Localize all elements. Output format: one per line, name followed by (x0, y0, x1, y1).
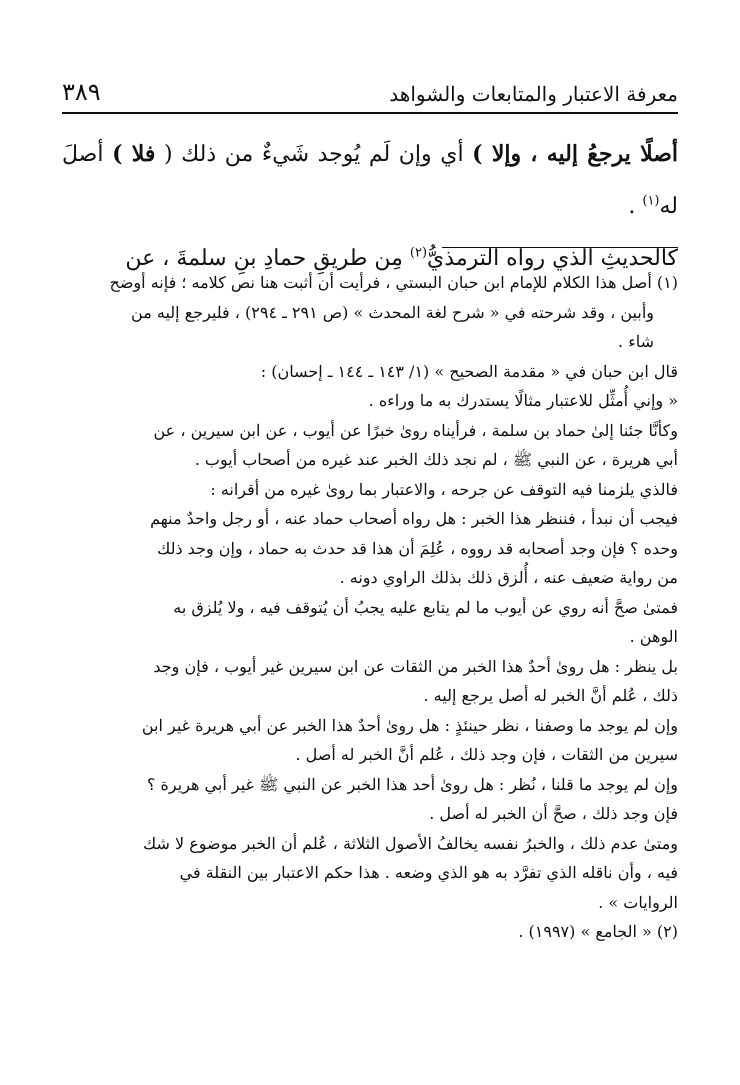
page-number: ٣٨٩ (62, 78, 101, 106)
footnote-line: أبي هريرة ، عن النبي ﷺ ، لم نجد ذلك الخبر عند غيره من أصحاب أيوب . (194, 450, 678, 469)
footnote-line: فإن وجد ذلك ، صحَّ أن الخبر له أصل . (429, 804, 678, 823)
footnote-line: ذلك ، عُلم أنَّ الخبر له أصل يرجع إليه . (423, 686, 678, 705)
running-title: معرفة الاعتبار والمتابعات والشواهد (389, 82, 678, 106)
footnote-line: ومتىٰ عدم ذلك ، والخبرُ نفسه يخالفُ الأصول الثلاثة ، عُلم أن الخبر موضوع لا شك (143, 833, 678, 853)
footnote-line: « وإني أُمثِّل للاعتبار مثالًا يستدرك به ما وراءه . (368, 391, 678, 410)
footnote-line: (١) أصل هذا الكلام للإمام ابن حبان البستي ، فرأيت أن أثبت هنا نص كلامه ؛ فإنه أوضح (109, 273, 678, 292)
footnote-2: (٢) « الجامع » (١٩٩٧) . (518, 922, 678, 941)
footnote-ref-2[interactable]: (٢) (409, 245, 428, 261)
footnote-line: وأبين ، وقد شرحته في « شرح لغة المحدث » (ص ٢٩١ ـ ٢٩٤) ، فليرجع إليه من (131, 302, 654, 322)
sentence-end: . (628, 194, 643, 219)
footnote-line: وحده ؟ فإن وجد أصحابه قد رووه ، عُلِمَ أن هذا قد حدث به حماد ، وإن وجد ذلك (157, 538, 678, 558)
footnote-line: قال ابن حبان في « مقدمة الصحيح » (١/ ١٤٣ ـ ١٤٤ ـ إحسان) : (260, 361, 678, 381)
footnote-line: من رواية ضعيف عنه ، أُلزق ذلك بذلك الراوي دونه . (339, 568, 678, 587)
footnote-line: شاء . (618, 332, 654, 351)
footnote-line: وإن لم يوجد ما قلنا ، نُظر : هل روىٰ أحد هذا الخبر عن النبي ﷺ غير أبي هريرة ؟ (146, 774, 678, 794)
hadith-intro: كالحديثِ الذي رواه الترمذيُّ (427, 246, 678, 271)
footnote-line: فمتىٰ صحَّ أنه روي عن أيوب ما لم يتابع عليه يجبُ أن يُتوقف فيه ، ولا يُلزق به (173, 597, 678, 617)
main-line-1 (62, 128, 678, 233)
footnote-separator (442, 247, 678, 248)
footnote-line: وكأنَّا جئنا إلىٰ حماد بن سلمة ، فرأيناه روىٰ خبرًا عن أيوب ، عن ابن سيرين ، عن (153, 420, 678, 440)
footnote-line: الوهن . (629, 627, 678, 646)
main-text (62, 128, 678, 285)
commentary-phrase-2: أصلَ له (62, 142, 678, 219)
page-header (62, 70, 678, 114)
footnote-ref-1[interactable]: (١) (642, 193, 660, 209)
footnote-line: وإن لم يوجد ما وصفنا ، نظر حينئذٍ : هل روىٰ أحدٌ هذا الخبر عن أبي هريرة غير ابن (141, 715, 678, 735)
matn-phrase-2: فلا ) (112, 141, 156, 167)
footnote-1 (62, 268, 678, 917)
footnote-line: فيجب أن نبدأ ، فننظر هذا الخبر : هل رواه أصحاب حماد عنه ، أو رجل واحدٌ منهم (150, 509, 678, 528)
commentary-phrase: أي وإن لَم يُوجد شَيءٌ من ذلك ( (163, 142, 464, 167)
footnote-line: فالذي يلزمنا فيه التوقف عن جرحه ، والاعتبار بما روىٰ غيره من أقرانه : (210, 479, 678, 499)
isnad-start: مِن طريقِ حمادِ بنِ سلمةَ ، عن (125, 246, 410, 271)
footnote-line: الروايات » . (598, 892, 678, 912)
matn-phrase: أصلًا يرجعُ إليه ، وإلا ) (472, 141, 678, 167)
footnotes (62, 268, 678, 947)
footnote-line: فيه ، وأن ناقله الذي تفرَّد به هو الذي وضعه . هذا حكم الاعتبار بين النقلة في (179, 863, 678, 882)
footnote-line: سيرين من الثقات ، فإن وجد ذلك ، عُلم أنَّ الخبر له أصل . (295, 745, 678, 764)
footnote-line: بل ينظر : هل روىٰ أحدٌ هذا الخبر من الثقات عن ابن سيرين غير أيوب ، فإن وجد (153, 656, 678, 676)
